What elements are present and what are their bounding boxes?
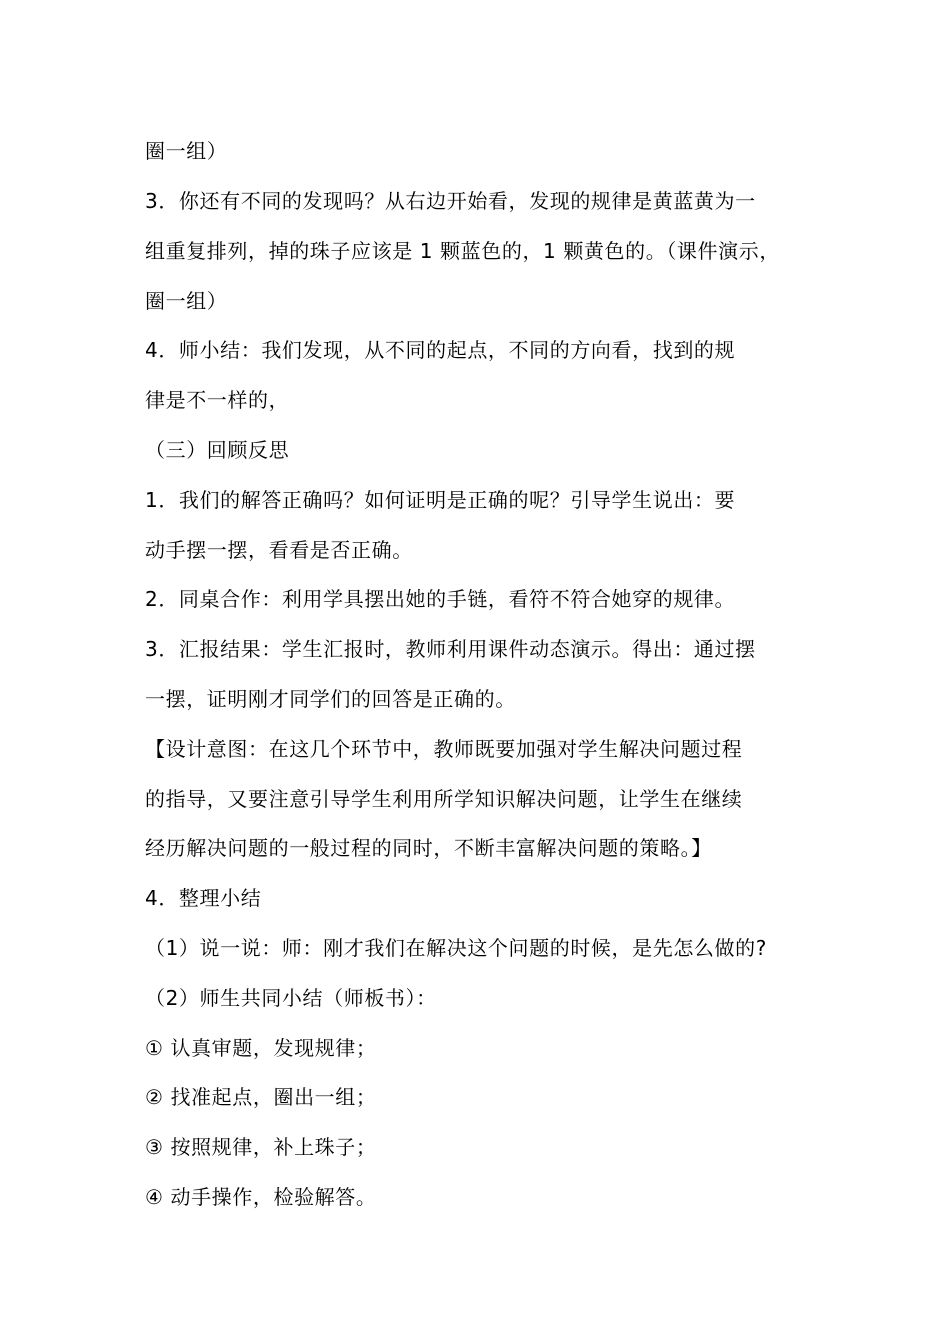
section-heading: （三）回顾反思 — [145, 438, 290, 462]
text-line-18: （2）师生共同小结（师板书）： — [145, 986, 437, 1010]
list-item-1: ① 认真审题，发现规律； — [145, 1036, 377, 1060]
text-line-1: 圈一组） — [145, 139, 228, 163]
text-line-17: （1）说一说：师：刚才我们在解决这个问题的时候，是先怎么做的? — [145, 936, 767, 960]
design-intent-line-3: 经历解决问题的一般过程的同时，不断丰富解决问题的策略。】 — [145, 836, 712, 860]
list-item-4: ④ 动手操作，检验解答。 — [145, 1185, 377, 1209]
text-line-3: 组重复排列，掉的珠子应该是 1 颗蓝色的，1 颗黄色的。（课件演示， — [145, 239, 780, 263]
text-line-6: 律是不一样的， — [145, 388, 290, 412]
list-item-3: ③ 按照规律，补上珠子； — [145, 1135, 377, 1159]
text-line-5: 4．师小结：我们发现，从不同的起点，不同的方向看，找到的规 — [145, 338, 736, 362]
text-line-11: 3．汇报结果：学生汇报时，教师利用课件动态演示。得出：通过摆 — [145, 637, 756, 661]
text-line-10: 2．同桌合作：利用学具摆出她的手链，看符不符合她穿的规律。 — [145, 587, 736, 611]
subheading-summary: 4．整理小结 — [145, 886, 262, 910]
design-intent-line-2: 的指导，又要注意引导学生利用所学知识解决问题，让学生在继续 — [145, 787, 743, 811]
text-line-8: 1．我们的解答正确吗？如何证明是正确的呢？引导学生说出：要 — [145, 488, 736, 512]
text-line-9: 动手摆一摆，看看是否正确。 — [145, 538, 413, 562]
list-item-2: ② 找准起点，圈出一组； — [145, 1085, 377, 1109]
text-line-12: 一摆，证明刚才同学们的回答是正确的。 — [145, 687, 516, 711]
text-line-2: 3．你还有不同的发现吗？从右边开始看，发现的规律是黄蓝黄为一 — [145, 189, 756, 213]
design-intent-line-1: 【设计意图：在这几个环节中，教师既要加强对学生解决问题过程 — [145, 737, 743, 761]
text-line-4: 圈一组） — [145, 289, 228, 313]
